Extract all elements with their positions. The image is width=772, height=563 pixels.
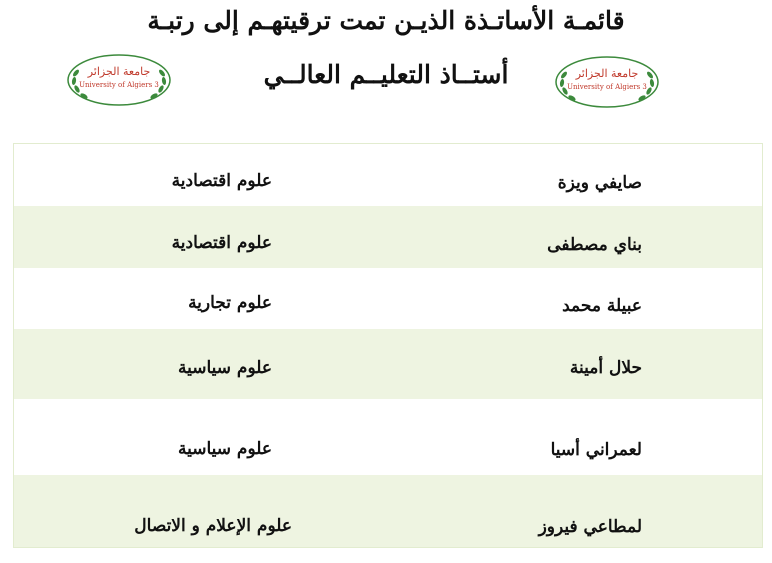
promoted-professors-table [13,143,763,548]
table-row [14,144,762,206]
professor-field: علوم الإعلام و الاتصال [134,516,292,536]
logo-text-ar: جامعة الجزائر [575,67,639,80]
table-row [14,268,762,329]
professor-field: علوم اقتصادية [171,171,272,191]
logo-text-ar: جامعة الجزائر [87,65,151,78]
professor-field: علوم تجارية [188,293,272,313]
page-title-line2: أستــاذ التعليــم العالــي [263,60,509,89]
table-row [14,399,762,475]
professor-name: عبيلة محمد [562,296,642,316]
professor-name: صايفي ويزة [557,173,642,193]
professor-name: حلال أمينة [569,358,642,378]
university-logo-right [554,55,660,109]
professor-name: لمطاعي فيروز [538,517,642,537]
university-logo-left [66,53,172,107]
table-row [14,206,762,268]
professor-field: علوم سياسية [177,439,272,459]
professor-field: علوم سياسية [177,358,272,378]
professor-name: بناي مصطفى [547,235,642,255]
logo-text-en: University of Algiers 3 [567,83,647,91]
table-row [14,475,762,547]
professor-field: علوم اقتصادية [171,233,272,253]
logo-text-en: University of Algiers 3 [79,81,159,89]
page-title-line1: قائمـة الأساتـذة الذيـن تمت ترقيتهـم إلى رتبـة [147,6,625,35]
table-row [14,329,762,399]
professor-name: لعمراني أسيا [550,440,642,460]
